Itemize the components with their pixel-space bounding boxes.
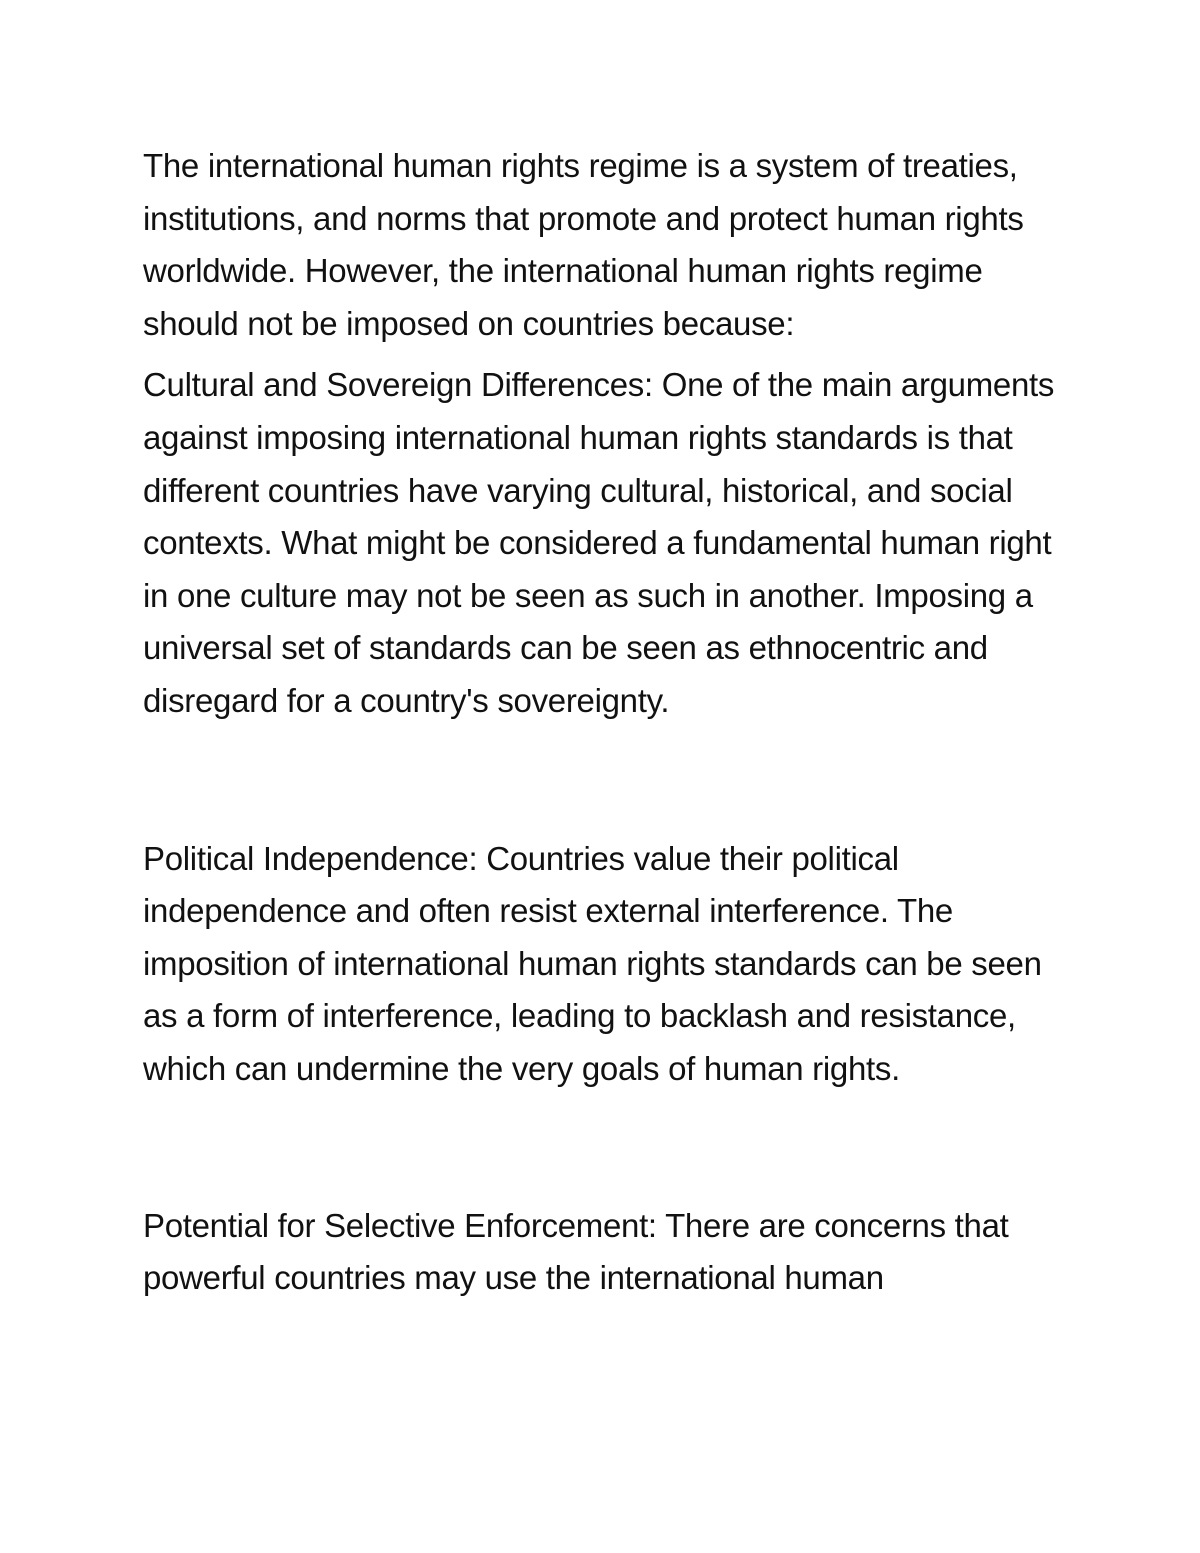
paragraph-selective-enforcement: Potential for Selective Enforcement: There are concerns that powerful countries may use the international human — [143, 1206, 1009, 1297]
paragraph-cultural-differences: Cultural and Sovereign Differences: One of the main arguments against imposing international human rights standards is that different countries have varying cultural, historical, and social contexts. What might be considered a fundamental human right in one culture may not be seen as such in another. Imposing a universal set of standards can be seen as ethnocentric and disregard for a country's sovereignty. — [143, 366, 1055, 719]
document-body — [143, 140, 1068, 1305]
paragraph-political-independence: Political Independence: Countries value their political independence and often resist external interference. The imposition of international human rights standards can be seen as a form of interference, leading to backlash and resistance, which can undermine the very goals of human rights. — [143, 839, 1042, 1087]
paragraph-intro: The international human rights regime is a system of treaties, institutions, and norms that promote and protect human rights worldwide. However, the international human rights regime should not be imposed on countries because: — [143, 147, 1024, 342]
